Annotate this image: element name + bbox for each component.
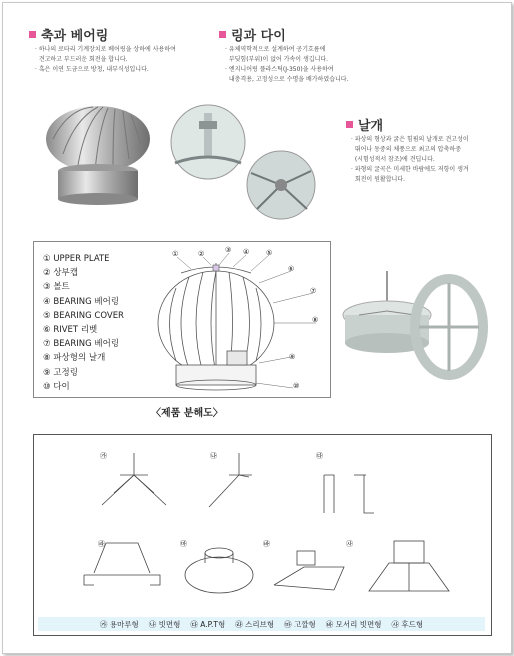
shaft-title-text: 축과 베어링 [41,29,109,44]
blade-line-2: 뛰어나 동중의 체풍으로 최고의 압축하중 [354,146,461,153]
legend-item: ② 상부캡 [43,268,78,279]
callout-4: ④ [243,248,250,256]
callout-8: ⑧ [312,316,319,324]
legend-item: ⑧ 파상형의 날개 [43,353,106,364]
footer-type: ㉱ 스리브형 [235,619,275,629]
shaft-line-2: 견고하고 부드러운 회전을 합니다. [38,56,128,63]
blade-closeup-photo [245,149,317,221]
pink-square-icon [346,121,353,128]
shaft-line-1: · 하나의 로타리 기계장치로 베어링을 상하에 사용하여 [35,46,176,53]
callout-6: ⑥ [288,265,295,273]
footer-type: ㉮ 용마루형 [99,619,139,629]
ring-die-text [225,45,349,85]
diagram-caption: 〈제품 분해도〉 [151,408,223,419]
blade-line-3: (시험성적서 참조)에 견딥니다. [354,156,435,163]
callout-2: ② [198,250,205,258]
footer-type: ㉰ A.P.T형 [190,619,226,629]
pink-square-icon [219,31,226,38]
legend-item: ⑥ RIVET 리벳 [43,325,98,336]
ring-line-3: · 엔지니어링 플라스틱(J-350)을 사용하여 [225,66,334,73]
callout-5: ⑤ [266,249,273,257]
footer-type: ㉳ 모서리 빗면형 [325,619,382,629]
blade-title-text: 날개 [358,119,384,134]
legend-item: ⑦ BEARING 베어링 [43,339,120,350]
type-label-na: ㉯ [210,452,217,460]
blade-line-5: 회전이 원활합니다. [354,176,406,183]
legend-item: ⑩ 다이 [43,381,70,392]
shaft-bearing-title [29,25,108,44]
legend-item: ① UPPER PLATE [43,254,110,264]
catalog-page [2,2,512,654]
callout-10: ⑩ [293,382,300,390]
ring-parts-photo [339,271,489,381]
types-footer-bar [38,617,485,631]
callout-1: ① [172,250,179,258]
shaft-line-3: · 혹은 이연 도금으로 방청, 내부식성입니다. [35,66,149,73]
pink-square-icon [29,31,36,38]
footer-type: ㉯ 빗면형 [148,619,181,629]
installation-types-box [33,434,492,636]
callout-9: ⑨ [289,353,296,361]
ring-line-1: · 유체역학적으로 설계하여 공기흐름에 [225,46,326,53]
ring-title-text: 링과 다이 [231,29,286,44]
type-label-ba: ㉳ [263,540,270,548]
ring-line-2: 부딪힘(부위)이 없어 가속이 생깁니다. [228,56,329,63]
callout-3: ③ [225,246,232,254]
type-label-ma: ㉲ [180,540,187,548]
ring-die-title [219,25,286,44]
legend-item: ⑤ BEARING COVER [43,310,124,321]
legend-item: ④ BEARING 베어링 [43,296,120,307]
type-label-ga: ㉮ [100,452,107,460]
ventilator-line-drawing [141,243,331,393]
shaft-bearing-text [35,45,176,75]
type-label-da: ㉰ [316,452,323,460]
installation-types-drawing [34,435,491,615]
type-label-ra: ㉱ [98,540,105,548]
ring-closeup-photo [169,103,247,181]
parts-legend [43,252,124,394]
blade-text [351,135,469,185]
blade-title [346,115,383,134]
callout-7: ⑦ [310,287,317,295]
blade-line-4: · 파형의 굴곡은 미세한 바람에도 저항이 생겨 [351,166,469,173]
legend-item: ⑨ 고정링 [43,367,78,378]
ventilator-photo [33,99,163,209]
type-label-sa: ㉴ [346,540,353,548]
legend-item: ③ 볼트 [43,282,70,293]
ring-line-4: 내충격용, 고정성으로 수명을 배가하였습니다. [228,76,349,83]
footer-type: ㉴ 후드형 [391,619,424,629]
blade-line-1: · 파상의 형상과 굵은 힘핌의 날개로 견고성이 [351,136,469,143]
footer-type: ㉲ 고깔형 [284,619,316,629]
